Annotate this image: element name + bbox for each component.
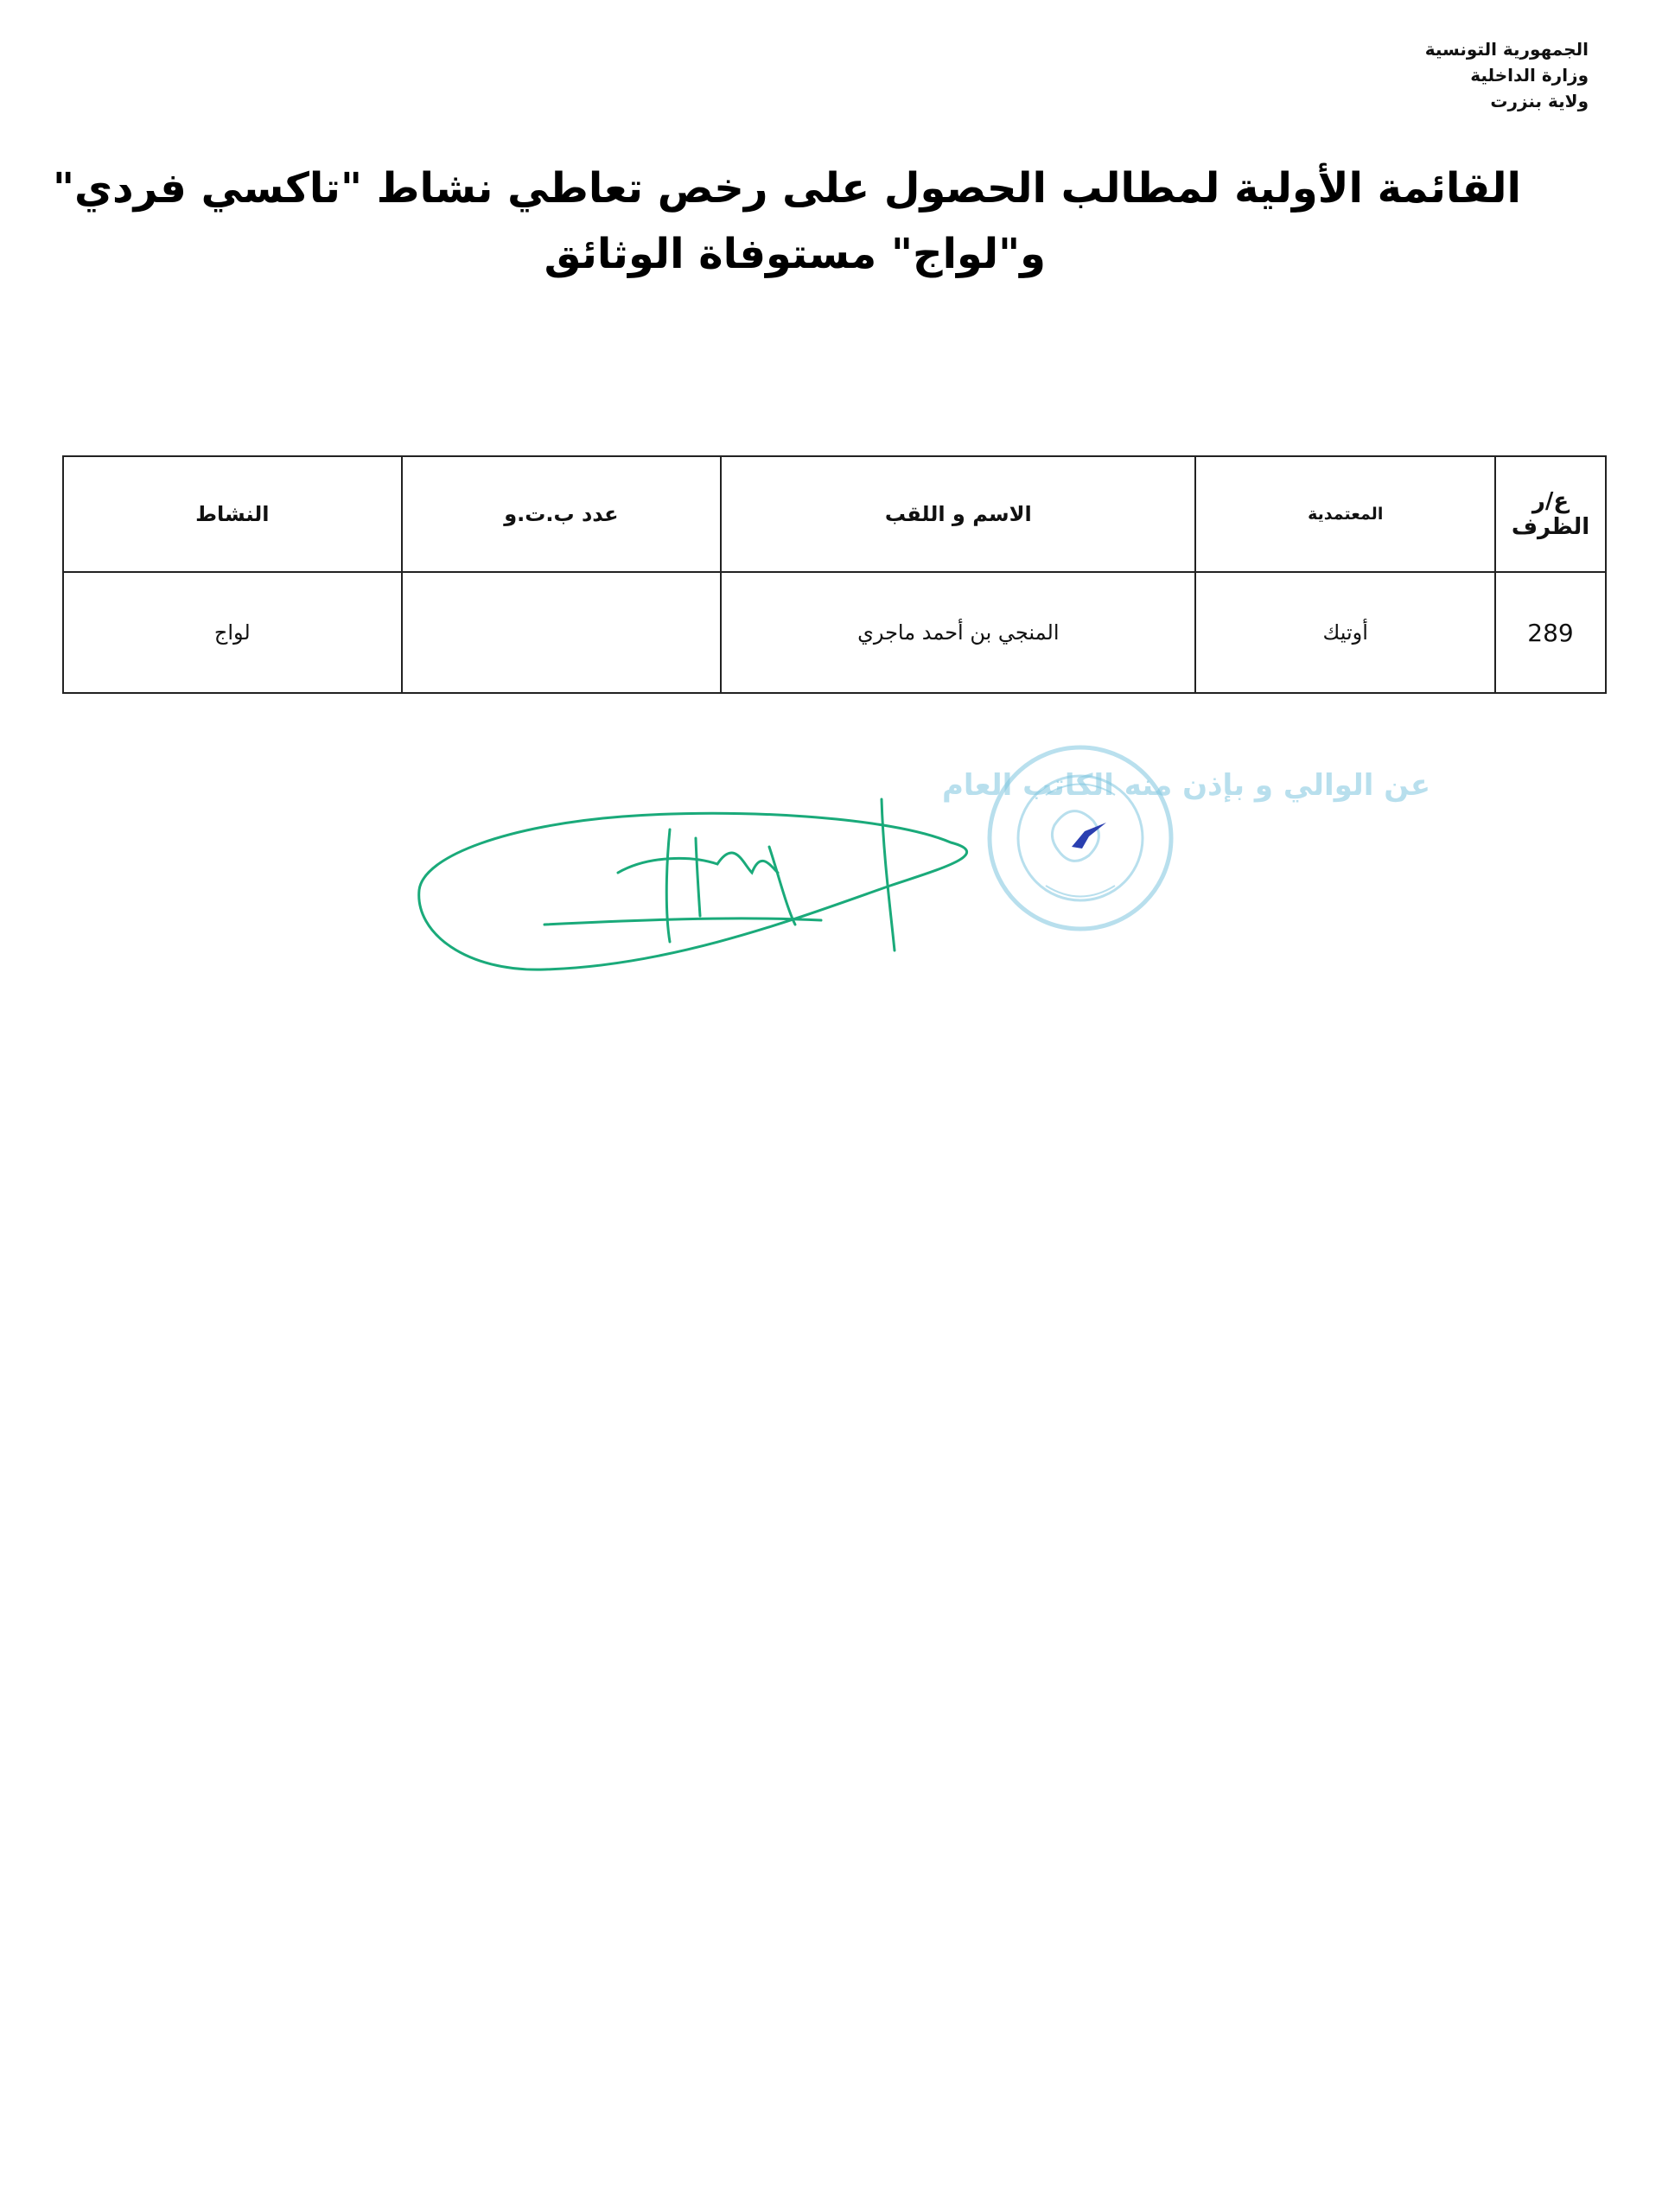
cell-name: المنجي بن أحمد ماجري: [721, 572, 1195, 693]
header-delegation: المعتمدية: [1195, 456, 1495, 572]
cell-delegation: أوتيك: [1195, 572, 1495, 693]
cell-id-number: [402, 572, 722, 693]
header-country: الجمهورية التونسية: [1424, 39, 1589, 60]
document-title: [52, 156, 1521, 287]
header-order: ع/ر الظرف: [1495, 456, 1606, 572]
header-activity: النشاط: [63, 456, 402, 572]
header-id-number: عدد ب.ت.و: [402, 456, 722, 572]
cell-order: 289: [1495, 572, 1606, 693]
cell-activity: لواج: [63, 572, 402, 693]
title-line-2: و"لواج" مستوفاة الوثائق: [544, 230, 1046, 278]
table-row: [63, 572, 1606, 693]
table-header-row: [63, 456, 1606, 572]
signature-and-stamp: [406, 743, 1431, 1002]
title-line-1: القائمة الأولية لمطالب الحصول على رخص تعاطي نشاط "تاكسي فردي": [52, 164, 1521, 213]
stamp-text: عن الوالي و بإذن منه الكاتب العام: [942, 768, 1431, 803]
signature-icon: [419, 799, 967, 969]
applications-table: [62, 455, 1607, 694]
issuer-header: [1425, 36, 1589, 114]
header-ministry: وزارة الداخلية: [1470, 65, 1589, 86]
header-name: الاسم و اللقب: [721, 456, 1195, 572]
header-governorate: ولاية بنزرت: [1490, 91, 1589, 111]
seal-mark-icon: [1072, 823, 1106, 849]
